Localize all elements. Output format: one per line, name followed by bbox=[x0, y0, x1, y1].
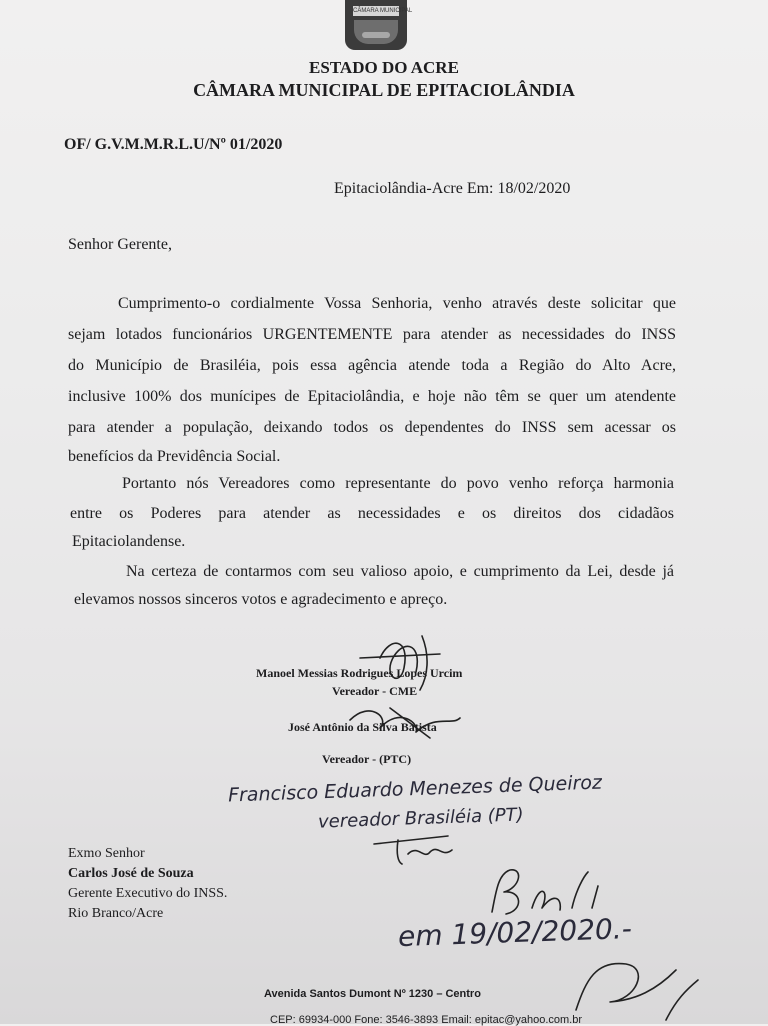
paragraph-line: benefícios da Previdência Social. bbox=[68, 448, 281, 465]
paragraph-line: inclusive 100% dos munícipes de Epitaciolândia, e hoje não têm se quer um atendente bbox=[68, 388, 676, 405]
handwritten-role: vereador Brasiléia (PT) bbox=[317, 804, 524, 833]
recipient-title: Gerente Executivo do INSS. bbox=[68, 886, 228, 901]
chamber-seal bbox=[345, 0, 413, 50]
paragraph-line: Na certeza de contarmos com seu valioso apoio, e cumprimento da Lei, desde já bbox=[126, 563, 674, 580]
recipient-city: Rio Branco/Acre bbox=[68, 906, 164, 921]
place-date: Epitaciolândia-Acre Em: 18/02/2020 bbox=[334, 180, 571, 197]
seal-emblem-icon bbox=[354, 20, 398, 44]
paragraph-line: do Município de Brasiléia, pois essa agência atende toda a Região do Alto Acre, bbox=[68, 357, 676, 374]
signatory-name: José Antônio da Silva Batista bbox=[288, 720, 437, 734]
footer-address: Avenida Santos Dumont Nº 1230 – Centro bbox=[264, 988, 481, 1000]
handwritten-signature-scribble bbox=[368, 830, 488, 870]
handwritten-name: Francisco Eduardo Menezes de Queiroz bbox=[227, 771, 603, 807]
signatory-role: Vereador - (PTC) bbox=[322, 752, 412, 766]
recipient-name: Carlos José de Souza bbox=[68, 866, 194, 881]
header-chamber: CÂMARA MUNICIPAL DE EPITACIOLÂNDIA bbox=[193, 80, 575, 100]
salutation: Senhor Gerente, bbox=[68, 236, 172, 253]
footer-contact: CEP: 69934-000 Fone: 3546-3893 Email: epitac@yahoo.com.br bbox=[270, 1014, 583, 1026]
paragraph-line: Portanto nós Vereadores como representante do povo venho reforça harmonia bbox=[122, 475, 674, 492]
seal-band: CÂMARA MUNICIPAL bbox=[353, 8, 413, 14]
signatory-name: Manoel Messias Rodrigues Lopes Urcim bbox=[256, 666, 463, 680]
paragraph-line: elevamos nossos sinceros votos e agradecimento e apreço. bbox=[74, 591, 448, 608]
header-state: ESTADO DO ACRE bbox=[309, 58, 459, 77]
signatory-role: Vereador - CME bbox=[332, 684, 418, 698]
paragraph-line: entre os Poderes para atender as necessidades e os direitos dos cidadãos bbox=[70, 505, 674, 522]
document-reference: OF/ G.V.M.M.R.L.U/Nº 01/2020 bbox=[64, 136, 283, 153]
paragraph-line: Cumprimento-o cordialmente Vossa Senhoria, venho através deste solicitar que bbox=[118, 295, 676, 312]
paragraph-line: Epitaciolandense. bbox=[72, 533, 186, 550]
bottom-signature-scribble bbox=[566, 950, 706, 1024]
paragraph-line: sejam lotados funcionários URGENTEMENTE para atender as necessidades do INSS bbox=[68, 326, 676, 343]
paragraph-line: para atender a população, deixando todos os dependentes do INSS sem acessar os bbox=[68, 419, 676, 436]
recipient-salutation: Exmo Senhor bbox=[68, 846, 145, 861]
handwritten-received-date: em 19/02/2020.- bbox=[397, 911, 633, 954]
